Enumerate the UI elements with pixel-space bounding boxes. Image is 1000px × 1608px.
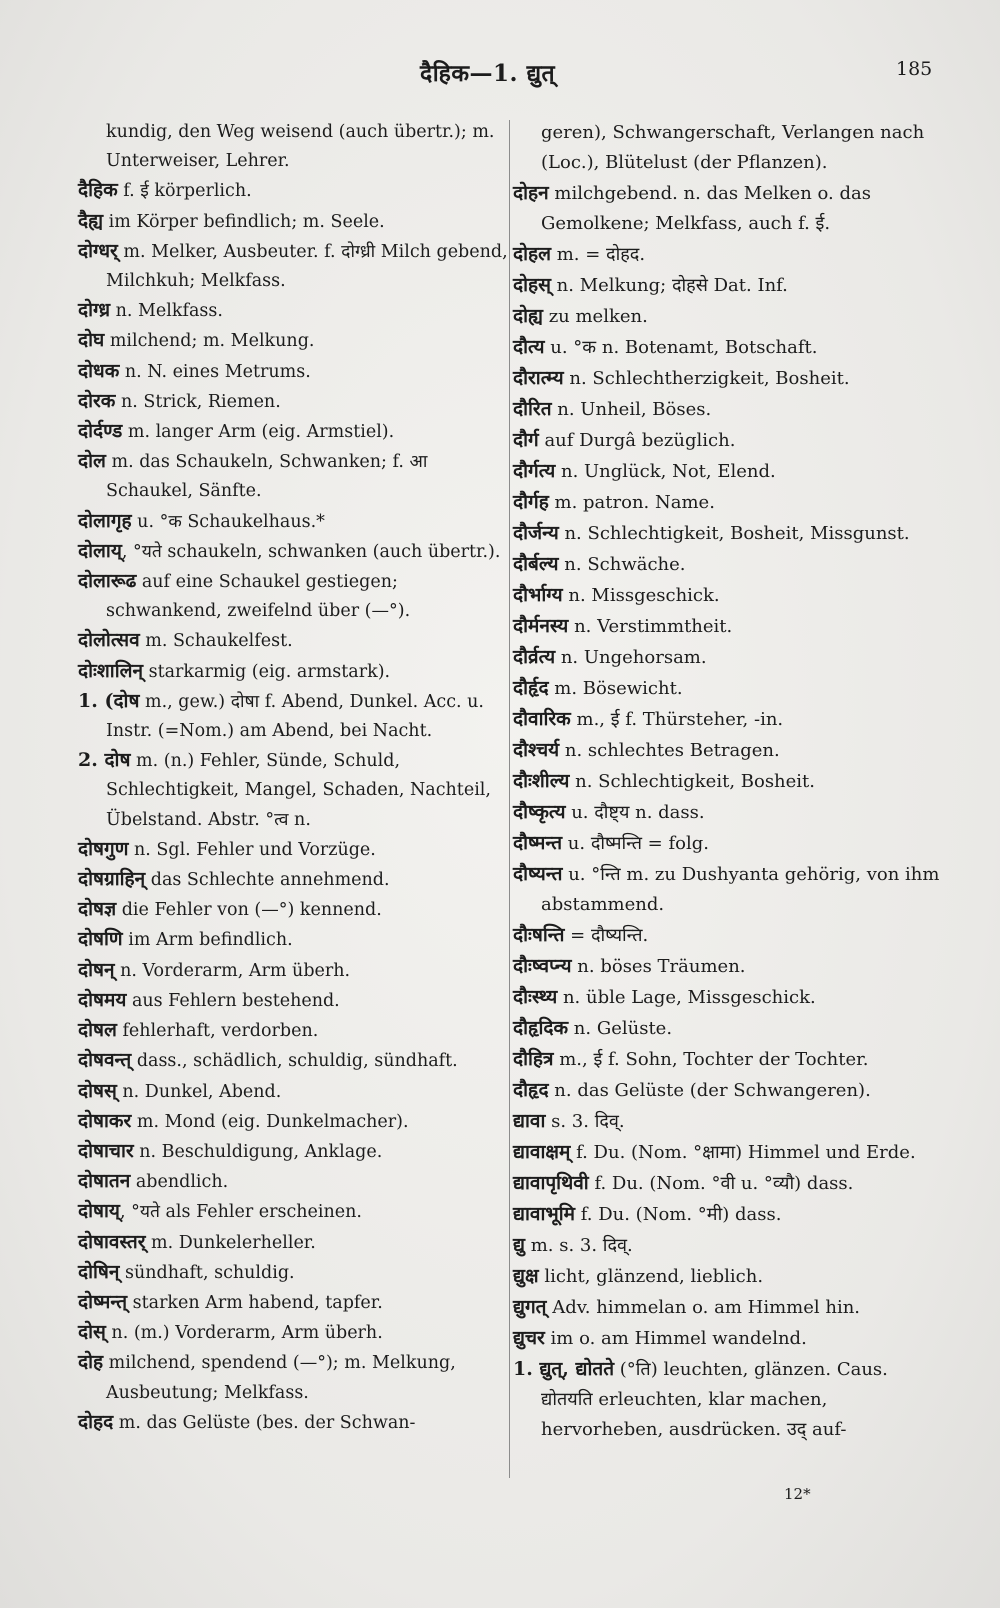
entry-definition: milchend; m. Melkung. <box>104 331 315 352</box>
entry-headword: दौःष्वप्न्य <box>513 955 572 977</box>
entry-headword: दौर्भाग्य <box>513 584 563 606</box>
entry-definition: n. Schlechtigkeit, Bosheit. <box>569 771 816 792</box>
entry-headword: दोषवन्त् <box>78 1049 132 1072</box>
entry-headword: दोषस् <box>78 1079 117 1102</box>
dictionary-entry <box>78 895 510 925</box>
entry-definition: m. langer Arm (eig. Armstiel). <box>122 422 395 443</box>
entry-definition: u. दौष्ट्य n. dass. <box>565 802 705 823</box>
entry-definition: zu melken. <box>542 306 648 327</box>
page-header <box>0 54 1000 90</box>
dictionary-entry <box>513 1230 945 1261</box>
entry-headword: दोलोत्सव <box>78 629 140 652</box>
entry-definition: u. दौष्मन्ति = folg. <box>562 833 709 854</box>
dictionary-entry <box>78 1408 510 1438</box>
dictionary-entry <box>78 176 510 206</box>
dictionary-entry <box>78 237 510 296</box>
entry-headword: दोहन <box>513 182 549 204</box>
entry-headword: दौर्मनस्य <box>513 615 569 637</box>
dictionary-entry <box>513 859 945 920</box>
entry-definition: u. °क Schaukelhaus.* <box>131 511 325 532</box>
entry-headword: द्यावाभूमि <box>513 1203 576 1225</box>
entry-definition: n. Gelüste. <box>568 1018 673 1039</box>
entry-definition: die Fehler von (—°) kennend. <box>116 900 382 921</box>
entry-headword: दौर्व्रत्य <box>513 646 556 668</box>
entry-headword: दोषगुण <box>78 837 129 860</box>
entry-headword: द्यु <box>513 1234 525 1256</box>
dictionary-entry <box>513 642 945 673</box>
entry-headword: दौत्य <box>513 336 545 358</box>
entry-definition: starkarmig (eig. armstark). <box>143 661 391 682</box>
entry-definition: n. Melkung; दोहसे Dat. Inf. <box>550 275 788 296</box>
dictionary-entry <box>513 828 945 859</box>
entry-definition: auf eine Schaukel gestiegen; schwankend, zweifelnd über (—°). <box>106 572 411 622</box>
dictionary-entry <box>513 1044 945 1075</box>
entry-definition: (°ति) leuchten, glänzen. Caus. द्योतयति erleuchten, klar machen, hervorheben, ausdrücken. उद् auf- <box>541 1359 888 1440</box>
entry-definition: m., ई f. Sohn, Tochter der Tochter. <box>553 1049 869 1070</box>
dictionary-entry <box>78 1288 510 1318</box>
entry-definition: abendlich. <box>130 1172 229 1193</box>
dictionary-entry <box>513 1013 945 1044</box>
entry-definition: im Körper befindlich; m. Seele. <box>103 211 385 232</box>
entry-headword: दौर्हृद <box>513 677 549 699</box>
entry-headword: दौःस्थ्य <box>513 986 558 1008</box>
entry-definition: f. Du. (Nom. °मी) dass. <box>575 1204 782 1225</box>
entry-headword: दौःषन्ति <box>513 924 565 946</box>
entry-definition: n. Melkfass. <box>110 301 223 322</box>
entry-definition: auf Durgâ bezüglich. <box>538 430 736 451</box>
printer-signature-mark: 12* <box>784 1485 811 1503</box>
entry-definition: n. böses Träumen. <box>571 956 746 977</box>
entry-headword: दौर्ग <box>513 429 539 451</box>
entry-definition: m. Mond (eig. Dunkelmacher). <box>131 1111 409 1132</box>
entry-headword: दोग्धर् <box>78 239 118 262</box>
entry-headword: 1. द्युत्, द्योतते <box>513 1358 615 1380</box>
dictionary-entry <box>513 518 945 549</box>
entry-headword: दोषज्ञ <box>78 898 117 921</box>
dictionary-entry <box>78 118 510 176</box>
page-number: 185 <box>896 58 933 80</box>
dictionary-entry <box>513 270 945 301</box>
entry-definition: , °यते schaukeln, schwanken (auch übertr.). <box>121 541 501 562</box>
dictionary-entry <box>78 537 510 567</box>
entry-definition: m. patron. Name. <box>548 492 715 513</box>
entry-headword: दोष्मन्त् <box>78 1290 128 1313</box>
entry-headword: दौष्मन्त <box>513 832 563 854</box>
dictionary-entry <box>78 865 510 895</box>
entry-definition: milchend, spendend (—°); m. Melkung, Ausbeutung; Melkfass. <box>103 1353 456 1403</box>
entry-headword: दौरित <box>513 398 552 420</box>
entry-headword: 1. (दोष <box>78 689 140 712</box>
entry-definition: licht, glänzend, lieblich. <box>538 1266 764 1287</box>
entry-headword: द्युचर <box>513 1327 545 1349</box>
entry-headword: द्यावा <box>513 1110 546 1132</box>
entry-headword: दोरक <box>78 389 116 412</box>
entry-definition: f. ई körperlich. <box>117 181 252 202</box>
entry-definition: s. 3. दिव्. <box>545 1111 625 1132</box>
dictionary-entry <box>78 357 510 387</box>
dictionary-entry <box>78 326 510 356</box>
dictionary-entry <box>78 986 510 1016</box>
dictionary-entry <box>513 1199 945 1230</box>
entry-definition: im o. am Himmel wandelnd. <box>544 1328 807 1349</box>
entry-headword: दौवारिक <box>513 708 571 730</box>
entry-definition: m. Dunkelerheller. <box>145 1232 316 1253</box>
entry-definition: milchgebend. n. das Melken o. das Gemolkene; Melkfass, auch f. ई. <box>541 183 871 234</box>
dictionary-entry <box>78 657 510 687</box>
entry-definition: n. das Gelüste (der Schwangeren). <box>548 1080 871 1101</box>
entry-headword: द्युगत् <box>513 1296 547 1318</box>
entry-headword: 2. दोष <box>78 749 131 772</box>
dictionary-entry <box>78 387 510 417</box>
entry-definition: sündhaft, schuldig. <box>119 1262 295 1283</box>
entry-headword: दोलारूढ <box>78 570 137 593</box>
entry-definition: f. Du. (Nom. °क्षामा) Himmel und Erde. <box>570 1142 916 1163</box>
entry-headword: दोषातन <box>78 1170 131 1193</box>
entry-headword: दोलागृह <box>78 509 132 532</box>
entry-headword: दोर्दण्ड <box>78 420 123 443</box>
dictionary-entry <box>78 1258 510 1288</box>
dictionary-entry <box>78 1046 510 1076</box>
entry-headword: दौहृद <box>513 1079 549 1101</box>
dictionary-entry <box>513 1106 945 1137</box>
entry-headword: दोषाय् <box>78 1200 120 1223</box>
dictionary-entry <box>78 1228 510 1258</box>
entry-definition: m. = दोहद. <box>550 244 646 265</box>
entry-definition: das Schlechte annehmend. <box>145 870 390 891</box>
entry-definition: n. Schlechtigkeit, Bosheit, Missgunst. <box>558 523 910 544</box>
dictionary-entry <box>513 920 945 951</box>
dictionary-entry <box>513 394 945 425</box>
entry-definition: m. das Schaukeln, Schwanken; f. आ Schaukel, Sänfte. <box>105 452 428 502</box>
entry-definition: n. Missgeschick. <box>562 585 720 606</box>
entry-headword: दोधक <box>78 359 120 382</box>
entry-headword: दोषणि <box>78 928 123 951</box>
dictionary-entry <box>513 1261 945 1292</box>
column-divider <box>509 120 510 1478</box>
entry-definition: n. Schlechtherzigkeit, Bosheit. <box>563 368 850 389</box>
entry-definition: Adv. himmelan o. am Himmel hin. <box>546 1297 861 1318</box>
entry-definition: m., ई f. Thürsteher, -in. <box>570 709 784 730</box>
entry-definition: n. Sgl. Fehler und Vorzüge. <box>128 839 376 860</box>
dictionary-entry <box>513 611 945 642</box>
entry-definition: n. Ungehorsam. <box>555 647 707 668</box>
entry-headword: दोषमय <box>78 988 127 1011</box>
dictionary-entry <box>78 1348 510 1407</box>
dictionary-entry <box>513 1137 945 1168</box>
dictionary-entry <box>513 704 945 735</box>
dictionary-entry <box>513 1075 945 1106</box>
dictionary-entry <box>78 207 510 237</box>
dictionary-entry <box>78 1016 510 1046</box>
entry-definition: m. das Gelüste (bes. der Schwan- <box>113 1412 416 1433</box>
dictionary-entry <box>78 956 510 986</box>
entry-headword: दौष्कृत्य <box>513 801 566 823</box>
dictionary-entry <box>513 673 945 704</box>
entry-headword: दोल <box>78 450 106 473</box>
dictionary-entry <box>513 239 945 270</box>
dictionary-entry <box>78 1167 510 1197</box>
entry-definition: n. Beschuldigung, Anklage. <box>133 1141 383 1162</box>
entry-definition: n. Vorderarm, Arm überh. <box>114 960 351 981</box>
dictionary-entry <box>78 1107 510 1137</box>
dictionary-entry <box>513 301 945 332</box>
entry-definition: n. Schwäche. <box>558 554 686 575</box>
entry-definition: starken Arm habend, tapfer. <box>127 1292 383 1313</box>
entry-headword: दौरात्म्य <box>513 367 564 389</box>
entry-headword: दोहस् <box>513 274 551 296</box>
entry-headword: द्युक्ष <box>513 1265 539 1287</box>
entry-headword: दौर्गह <box>513 491 549 513</box>
entry-definition: m. s. 3. दिव्. <box>524 1235 633 1256</box>
dictionary-entry <box>513 951 945 982</box>
dictionary-entry <box>78 447 510 506</box>
dictionary-entry <box>513 332 945 363</box>
dictionary-entry <box>78 417 510 447</box>
dictionary-entry <box>513 580 945 611</box>
dictionary-entry <box>78 626 510 656</box>
dictionary-entry <box>78 925 510 955</box>
dictionary-entry <box>78 1318 510 1348</box>
entry-definition: m. Melker, Ausbeuter. f. दोग्ध्री Milch gebend, Milchkuh; Melkfass. <box>106 241 508 292</box>
dictionary-entry <box>513 735 945 766</box>
entry-definition: n. Verstimmtheit. <box>568 616 733 637</box>
dictionary-entry <box>513 363 945 394</box>
entry-headword: दौहृदिक <box>513 1017 569 1039</box>
entry-headword: द्यावाक्षम् <box>513 1141 571 1163</box>
dictionary-entry <box>78 567 510 626</box>
entry-definition: = दौष्यन्ति. <box>564 925 649 946</box>
entry-definition: m. (n.) Fehler, Sünde, Schuld, Schlechtigkeit, Mangel, Schaden, Nachteil, Übelstand. Abstr. °त्व n. <box>106 751 491 830</box>
entry-definition: n. Strick, Riemen. <box>115 391 281 412</box>
entry-headword: दोहल <box>513 243 551 265</box>
dictionary-entry <box>78 296 510 326</box>
dictionary-entry <box>513 456 945 487</box>
dictionary-entry <box>513 487 945 518</box>
entry-headword: दौर्गत्य <box>513 460 556 482</box>
entry-headword: दोषिन् <box>78 1260 120 1283</box>
running-head: दैहिक—1. द्युत् <box>420 60 556 87</box>
dictionary-entry <box>513 1168 945 1199</box>
left-column <box>78 118 510 1438</box>
entry-headword: दौःशील्य <box>513 770 570 792</box>
entry-headword: दौहित्र <box>513 1048 554 1070</box>
entry-headword: दोहद <box>78 1410 114 1433</box>
right-column <box>513 118 945 1445</box>
entry-headword: दौर्बल्य <box>513 553 559 575</box>
dictionary-entry <box>513 1292 945 1323</box>
entry-headword: दैह्य <box>78 209 104 232</box>
entry-definition: geren), Schwangerschaft, Verlangen nach (Loc.), Blütelust (der Pflanzen). <box>541 122 925 173</box>
entry-definition: m. Bösewicht. <box>548 678 683 699</box>
entry-definition: aus Fehlern bestehend. <box>126 990 340 1011</box>
entry-headword: दौर्जन्य <box>513 522 559 544</box>
entry-headword: दौष्यन्त <box>513 863 563 885</box>
entry-headword: दैहिक <box>78 179 118 202</box>
entry-definition: n. Dunkel, Abend. <box>116 1081 282 1102</box>
dictionary-entry <box>513 1323 945 1354</box>
dictionary-entry <box>513 797 945 828</box>
entry-definition: m., gew.) दोषा f. Abend, Dunkel. Acc. u. Instr. (=Nom.) am Abend, bei Nacht. <box>106 691 484 742</box>
entry-headword: दोःशालिन् <box>78 659 144 682</box>
dictionary-entry <box>78 1197 510 1227</box>
entry-definition: n. Unheil, Böses. <box>551 399 712 420</box>
entry-definition: dass., schädlich, schuldig, sündhaft. <box>131 1051 458 1072</box>
dictionary-entry <box>513 178 945 239</box>
entry-definition: n. N. eines Metrums. <box>119 361 311 382</box>
dictionary-entry <box>513 118 945 178</box>
dictionary-entry <box>513 766 945 797</box>
dictionary-entry <box>513 425 945 456</box>
entry-definition: n. Unglück, Not, Elend. <box>555 461 776 482</box>
entry-definition: n. (m.) Vorderarm, Arm überh. <box>105 1323 383 1344</box>
entry-definition: u. °न्ति m. zu Dushyanta gehörig, von ihm abstammend. <box>541 864 940 915</box>
dictionary-entry <box>78 835 510 865</box>
entry-headword: दोस् <box>78 1321 106 1344</box>
entry-headword: दोषल <box>78 1019 117 1042</box>
entry-definition: , °यते als Fehler erscheinen. <box>119 1202 362 1223</box>
dictionary-entry <box>78 1137 510 1167</box>
dictionary-entry <box>513 549 945 580</box>
entry-definition: kundig, den Weg weisend (auch übertr.); m. Unterweiser, Lehrer. <box>106 122 495 172</box>
entry-headword: दोह <box>78 1351 104 1374</box>
dictionary-entry <box>78 1077 510 1107</box>
entry-definition: u. °क n. Botenamt, Botschaft. <box>544 337 818 358</box>
entry-headword: दोषन् <box>78 958 115 981</box>
dictionary-entry <box>78 746 510 835</box>
entry-definition: f. Du. (Nom. °वी u. °व्यौ) dass. <box>588 1173 854 1194</box>
dictionary-entry <box>513 982 945 1013</box>
entry-definition: im Arm befindlich. <box>122 930 293 951</box>
entry-headword: दौश्चर्य <box>513 739 560 761</box>
entry-definition: n. schlechtes Betragen. <box>559 740 780 761</box>
entry-headword: दोलाय् <box>78 539 122 562</box>
entry-definition: fehlerhaft, verdorben. <box>116 1021 319 1042</box>
entry-definition: n. üble Lage, Missgeschick. <box>557 987 816 1008</box>
entry-headword: दोषाचार <box>78 1139 134 1162</box>
entry-headword: दोषाकर <box>78 1109 132 1132</box>
dictionary-entry <box>78 507 510 537</box>
entry-headword: दोषावस्तर् <box>78 1230 146 1253</box>
entry-headword: द्यावापृथिवी <box>513 1172 589 1194</box>
dictionary-entry <box>513 1354 945 1445</box>
dictionary-entry <box>78 687 510 746</box>
entry-headword: दोघ <box>78 329 105 352</box>
entry-headword: दोषग्राहिन् <box>78 868 146 891</box>
entry-definition: m. Schaukelfest. <box>139 631 293 652</box>
entry-headword: दोग्ध्र <box>78 299 111 322</box>
entry-headword: दोह्य <box>513 305 543 327</box>
